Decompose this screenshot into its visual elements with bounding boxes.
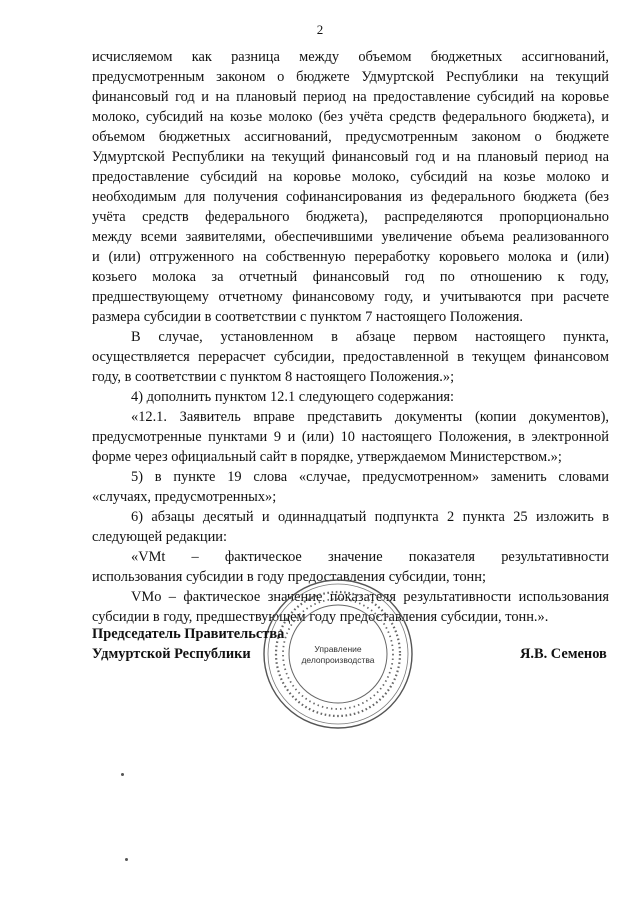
paragraph-first-line: 4) дополнить пунктом 12.1 следующего содержания: [131,389,455,405]
text-line: необходимым для получения софинансирования из федерального бюджета (без [92,189,609,205]
text-line: году, в соответствии с пунктом 8 настоящего Положения.»; [92,369,455,385]
stamp-text: делопроизводства [301,655,375,665]
text-line: между всеми заявителями, обеспечившими увеличение объема реализованного [92,229,609,245]
paragraph-first-line: 5) в пункте 19 слова «случае, предусмотренном» заменить словами [131,469,609,485]
signatory-position: Удмуртской Республики [92,646,251,662]
text-line: молоко, субсидий на козье молоко (без учёта средств федерального бюджета), и [92,109,609,125]
scan-mark [125,858,128,861]
paragraph-first-line: 6) абзацы десятый и одиннадцатый подпункта 2 пункта 25 изложить в [131,509,609,525]
text-line: использования субсидии в году предоставления субсидии, тонн; [92,569,486,585]
scan-mark [121,773,124,776]
paragraph-first-line: «12.1. Заявитель вправе представить документы (копии документов), [131,409,609,425]
stamp-text: Управление [314,644,362,654]
text-line: форме через официальный сайт в порядке, утверждаемом Министерством.»; [92,449,562,465]
page-number: 2 [316,22,324,37]
text-line: размера субсидии в соответствии с пунктом 7 настоящего Положения. [92,309,523,325]
text-line: осуществляется перерасчет субсидии, предоставленной в текущем финансовом [92,349,609,365]
text-line: предусмотренным законом о бюджете Удмуртской Республики на текущий [92,69,609,85]
text-line: объемом бюджетных ассигнований, предусмотренным законом о бюджете [92,129,609,145]
signatory-position: Председатель Правительства [92,626,285,642]
text-line: «случаях, предусмотренных»; [92,489,277,505]
text-line: козьего молока за отчетный финансовый год по отношению к году, [92,269,609,285]
text-line: следующей редакции: [92,529,227,545]
official-stamp [262,578,414,730]
text-line: исчисляемом как разница между объемом бюджетных ассигнований, [92,49,609,65]
paragraph-first-line: VMo – фактическое значение показателя результативности использования [131,589,609,605]
text-line: предоставление субсидий на коровье молоко, субсидий на козье молоко и [92,169,609,185]
paragraph-first-line: «VMt – фактическое значение показателя результативности [131,549,609,565]
text-line: и (или) отгруженного на собственную переработку коровьего молока и (или) [92,249,609,265]
text-line: субсидии в году, предшествующем году предоставления субсидии, тонн.». [92,609,549,625]
text-line: финансовый год и на плановый период на предоставление субсидий на коровье [92,89,609,105]
text-line: учёта средств федерального бюджета), распределяются пропорционально [92,209,609,225]
signatory-name: Я.В. Семенов [520,646,607,662]
paragraph-first-line: В случае, установленном в абзаце первом настоящего пункта, [131,329,609,345]
text-line: предусмотренные пунктами 9 и (или) 10 настоящего Положения, в электронной [92,429,609,445]
text-line: Удмуртской Республики на текущий финансовый год и на плановый период на [92,149,609,165]
text-line: предшествующему отчетному финансовому году, и учитываются при расчете [92,289,609,305]
